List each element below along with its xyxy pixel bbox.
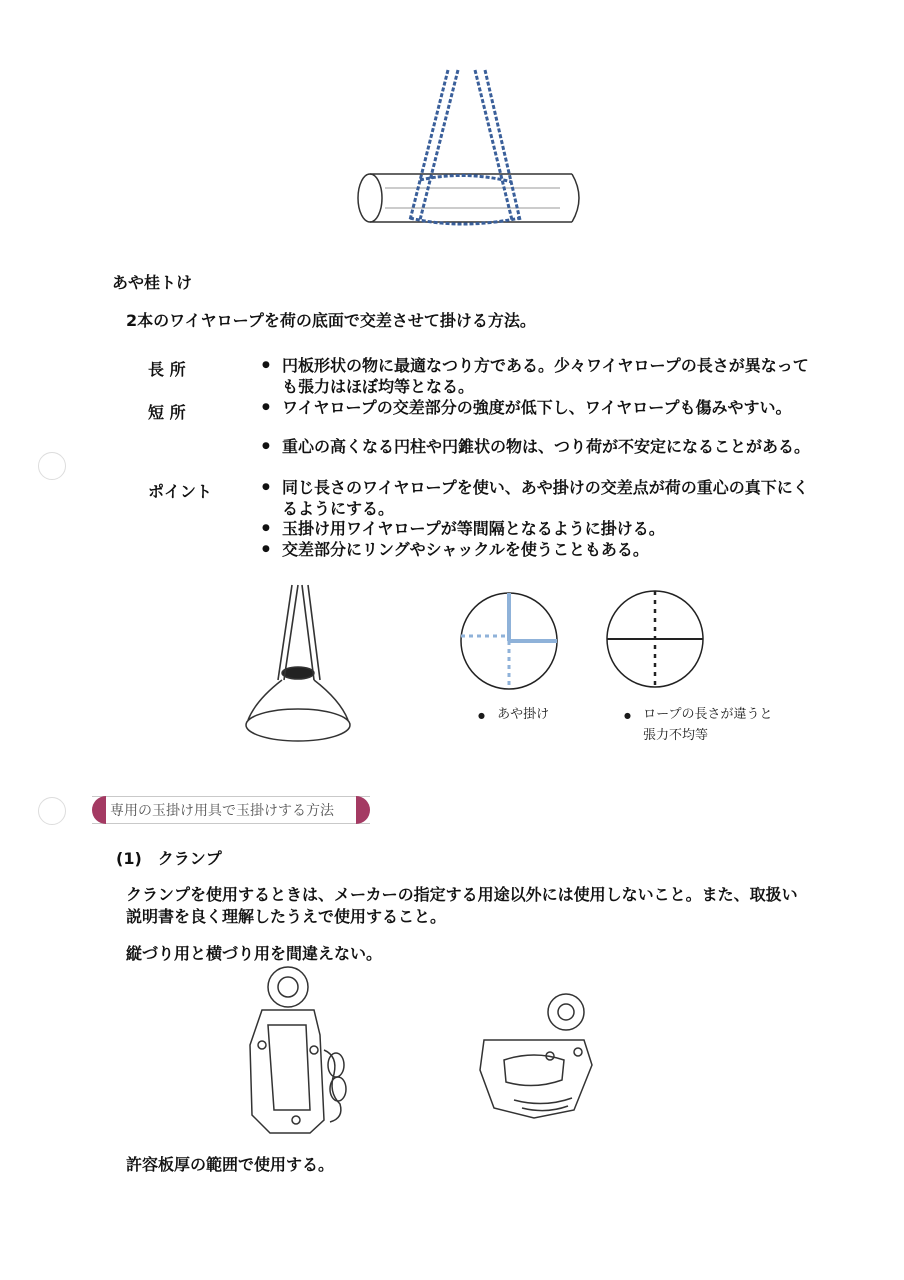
bullet-icon: ● [478, 711, 485, 720]
points-item: ● 同じ長さのワイヤロープを使い、あや掛けの交差点が荷の重心の真下にくるようにする。 [262, 478, 809, 518]
pros-label: 長 所 [148, 360, 186, 379]
cons-item: ● 重心の高くなる円柱や円錐状の物は、つり荷が不安定になることがある。 [262, 437, 811, 456]
bullet-icon: ● [262, 482, 270, 492]
clamp-para2: 縦づり用と横づり用を間違えない。 [126, 944, 383, 963]
cons-item: ● ワイヤロープの交差部分の強度が低下し、ワイヤロープも傷みやすい。 [262, 398, 792, 417]
section-banner [92, 796, 370, 824]
points-label: ポイント [148, 482, 213, 501]
pros-item: ● 円板形状の物に最適なつり方である。少々ワイヤロープの長さが異なっても張力はほぼ均等となる。 [262, 356, 809, 396]
caption-cross-lift: ● あや掛け [478, 707, 550, 722]
banner-cap-left [92, 796, 106, 824]
bullet-icon: ● [262, 360, 270, 370]
points-item: ● 交差部分にリングやシャックルを使うこともある。 [262, 540, 649, 559]
bullet-icon: ● [262, 402, 270, 412]
bullet-icon: ● [624, 711, 631, 720]
caption-unequal-tension: ● ロープの長さが違うと 張力不均等 [624, 707, 773, 743]
cone-lift-illustration [240, 580, 360, 750]
cons-label: 短 所 [148, 403, 186, 422]
punch-hole-bottom [38, 797, 66, 825]
points-item: ● 玉掛け用ワイヤロープが等間隔となるように掛ける。 [262, 519, 665, 538]
clamp-para3: 許容板厚の範囲で使用する。 [126, 1155, 335, 1174]
intro-text: 2本のワイヤロープを荷の底面で交差させて掛ける方法。 [126, 311, 536, 330]
bullet-icon: ● [262, 441, 270, 451]
unequal-rope-diagram [602, 588, 708, 694]
bullet-icon: ● [262, 523, 270, 533]
cylinder-lift-illustration [350, 68, 590, 238]
punch-hole-top [38, 452, 66, 480]
horizontal-clamp-illustration [474, 990, 614, 1125]
vertical-clamp-illustration [240, 965, 360, 1140]
clamp-para1: クランプを使用するときは、メーカーの指定する用途以外には使用しないこと。また、取扱い説明書を良く理解したうえで使用すること。 [126, 885, 798, 926]
clamp-heading: (1) クランプ [116, 849, 222, 868]
cross-lift-diagram [456, 588, 562, 694]
section-title: あや桂トけ [112, 273, 193, 292]
bullet-icon: ● [262, 544, 270, 554]
banner-text: 専用の玉掛け用具で玉掛けする方法 [110, 803, 334, 819]
banner-cap-right [356, 796, 370, 824]
